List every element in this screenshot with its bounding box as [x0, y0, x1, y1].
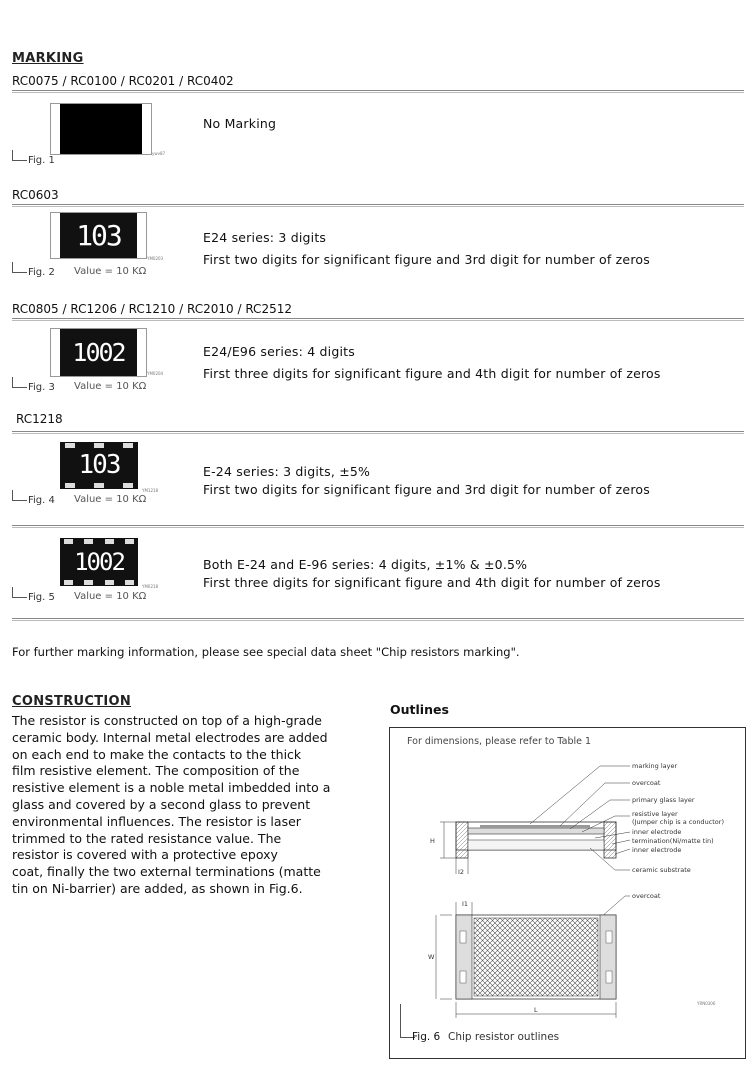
- chip-marking: 1002: [60, 329, 137, 376]
- fig-bracket: [12, 377, 27, 388]
- construction-line: tin on Ni-barrier) are added, as shown in Fig.6.: [12, 880, 303, 896]
- dim-I2: I2: [458, 868, 465, 876]
- drawing-code: YM1218: [142, 488, 159, 493]
- fig-caption-4: Fig. 4: [28, 495, 55, 506]
- label-inner-electrode-2: inner electrode: [632, 846, 682, 854]
- construction-line: ceramic body. Internal metal electrodes are added: [12, 729, 328, 745]
- marking-title: MARKING: [12, 51, 84, 66]
- outlines-caption: Chip resistor outlines: [448, 1031, 560, 1043]
- marking-desc-2a: E24 series: 3 digits: [203, 230, 327, 245]
- fig-bracket: [12, 587, 27, 598]
- fig-value-3: Value = 10 KΩ: [74, 381, 147, 392]
- fig-caption-6: Fig. 6: [412, 1031, 441, 1043]
- chip-marking: 103: [60, 213, 137, 258]
- label-inner-electrode: inner electrode: [632, 828, 682, 836]
- dim-I1: I1: [462, 900, 469, 908]
- marking-desc-1: No Marking: [203, 116, 277, 131]
- construction-line: resistive element is a noble metal imbedded into a: [12, 780, 331, 796]
- outlines-title: Outlines: [390, 702, 449, 717]
- top-view: [436, 902, 616, 1018]
- group-label-3: RC0805 / RC1206 / RC1210 / RC2010 / RC2512: [12, 302, 292, 316]
- divider: [12, 204, 744, 207]
- fig-value-4: Value = 10 KΩ: [74, 494, 147, 505]
- fig-caption-3: Fig. 3: [28, 382, 55, 393]
- outlines-note: For dimensions, please refer to Table 1: [407, 736, 592, 747]
- label-primary-glass: primary glass layer: [632, 796, 695, 804]
- chip-resistor-fig4: [60, 442, 138, 489]
- marking-desc-3b: First three digits for significant figure and 4th digit for number of zeros: [203, 366, 661, 381]
- dim-L: L: [534, 1006, 538, 1014]
- divider: [12, 525, 744, 528]
- marking-desc-4a: E-24 series: 3 digits, ±5%: [203, 464, 371, 479]
- marking-desc-4b: First two digits for significant figure and 3rd digit for number of zeros: [203, 482, 650, 497]
- marking-desc-3a: E24/E96 series: 4 digits: [203, 344, 355, 359]
- fig-caption-2: Fig. 2: [28, 267, 55, 278]
- divider: [12, 90, 744, 93]
- chip-resistor-fig5: [60, 538, 138, 586]
- marking-desc-5a: Both E-24 and E-96 series: 4 digits, ±1% & ±0.5%: [203, 557, 528, 572]
- label-overcoat-2: overcoat: [632, 892, 661, 900]
- chip-marking: 1002: [74, 548, 124, 576]
- label-termination: termination(Ni/matte tin): [632, 837, 714, 845]
- fig-bracket: [12, 262, 27, 273]
- construction-line: trimmed to the rated resistance value. The: [12, 830, 282, 846]
- cross-section: [440, 822, 616, 874]
- fig-bracket: [12, 150, 27, 161]
- divider: [12, 431, 744, 434]
- fig-caption-5: Fig. 5: [28, 592, 55, 603]
- label-jumper-note: (Jumper chip is a conductor): [632, 818, 724, 826]
- chip-resistor-fig3: [50, 328, 147, 377]
- chip-body: [60, 104, 142, 154]
- construction-line: glass and covered by a second glass to prevent: [12, 796, 311, 812]
- label-resistive-layer: resistive layer: [632, 810, 678, 818]
- construction-body: [12, 713, 357, 898]
- fig-value-5: Value = 10 KΩ: [74, 591, 147, 602]
- drawing-code: ywv87: [152, 151, 166, 156]
- chip-resistor-fig1: [50, 103, 152, 155]
- marking-desc-2b: First two digits for significant figure and 3rd digit for number of zeros: [203, 252, 650, 267]
- label-overcoat: overcoat: [632, 779, 661, 787]
- construction-line: on each end to make the contacts to the thick: [12, 746, 302, 762]
- divider: [12, 618, 744, 621]
- group-label-4: RC1218: [16, 412, 63, 426]
- construction-line: The resistor is constructed on top of a high-grade: [12, 713, 322, 728]
- chip-resistor-outline-drawing: [390, 728, 745, 1058]
- construction-line: environmental influences. The resistor is laser: [12, 813, 301, 829]
- fig-value-2: Value = 10 KΩ: [74, 266, 147, 277]
- drawing-code: YM0203: [147, 256, 164, 261]
- chip-resistor-fig2: [50, 212, 147, 259]
- drawing-code: YRN0306: [697, 1001, 716, 1006]
- drawing-code: YM0204: [147, 371, 164, 376]
- construction-line: resistor is covered with a protective epoxy: [12, 847, 278, 863]
- dim-W: W: [428, 953, 435, 961]
- drawing-code: YM0218: [142, 584, 159, 589]
- group-label-1: RC0075 / RC0100 / RC0201 / RC0402: [12, 74, 234, 88]
- marking-footnote: For further marking information, please see special data sheet "Chip resistors marking".: [12, 645, 520, 659]
- construction-line: film resistive element. The composition of the: [12, 763, 300, 779]
- label-ceramic-substrate: ceramic substrate: [632, 866, 691, 874]
- label-marking-layer: marking layer: [632, 762, 678, 770]
- chip-marking: 103: [78, 450, 120, 480]
- divider: [12, 318, 744, 321]
- marking-desc-5b: First three digits for significant figure and 4th digit for number of zeros: [203, 575, 661, 590]
- construction-line: coat, finally the two external terminations (matte: [12, 864, 321, 880]
- fig-bracket: [12, 490, 27, 501]
- group-label-2: RC0603: [12, 188, 59, 202]
- dim-H: H: [430, 837, 435, 845]
- layer-labels: [632, 762, 724, 900]
- construction-title: CONSTRUCTION: [12, 694, 132, 709]
- outlines-figure: [389, 727, 746, 1059]
- fig-caption-1: Fig. 1: [28, 155, 55, 166]
